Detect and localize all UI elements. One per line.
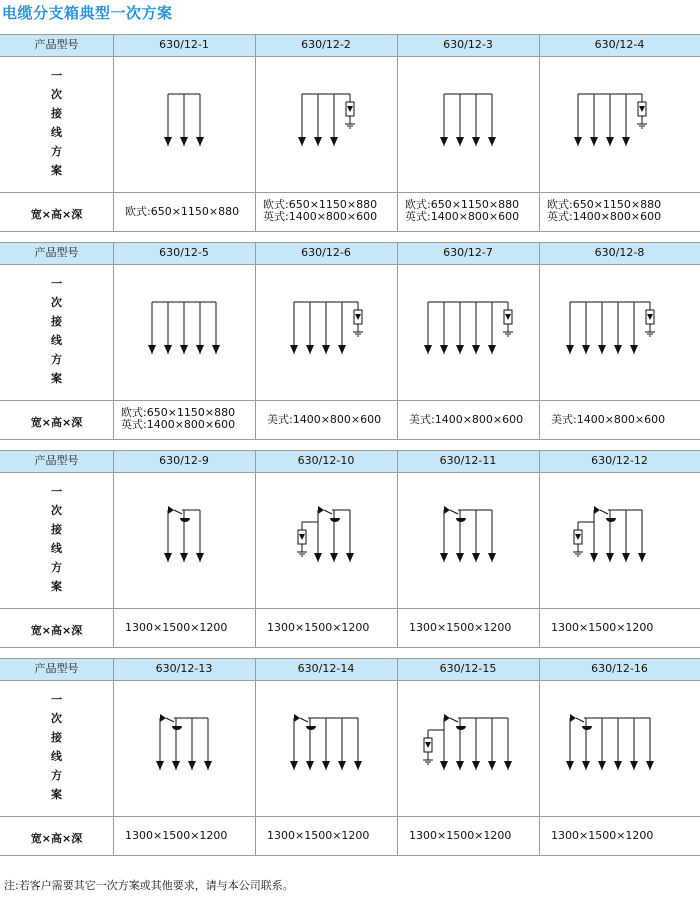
model-label: 产品型号: [34, 662, 79, 675]
wiring-diagram: [539, 680, 681, 816]
table-rule: [0, 450, 700, 451]
dimensions-cell: [263, 199, 377, 223]
dimensions-value: 英式:1400×800×600: [405, 210, 520, 223]
table-rule: [0, 647, 700, 648]
feeder-arrow: [614, 345, 622, 354]
feeder-arrow: [472, 137, 480, 146]
scheme-label: [0, 274, 113, 388]
dimensions-label: 宽×高×深: [30, 208, 83, 221]
dimensions-value: 欧式:650×1150×880: [263, 198, 378, 211]
scheme-label-char: 次: [51, 504, 62, 517]
model-label: 产品型号: [34, 38, 79, 51]
model-number: 630/12-7: [443, 246, 493, 259]
wiring-diagram: [255, 472, 397, 608]
scheme-label-char: 方: [51, 561, 62, 574]
feeder-arrow: [574, 137, 582, 146]
switch-blade: [450, 718, 458, 722]
model-label: 产品型号: [34, 246, 79, 259]
feeder-arrow: [440, 345, 448, 354]
dimensions-cell: [267, 830, 369, 842]
scheme-label-char: 案: [51, 580, 62, 593]
dimensions-label: 宽×高×深: [30, 416, 83, 429]
wiring-diagram: [113, 472, 255, 608]
model-number: 630/12-15: [439, 662, 497, 675]
table-header-row: [0, 242, 700, 264]
breaker-symbol: [172, 726, 182, 730]
feeder-arrow: [290, 345, 298, 354]
feeder-arrow: [472, 345, 480, 354]
wiring-diagram: [113, 680, 255, 816]
dimensions-value: 1300×1500×1200: [551, 829, 654, 842]
feeder-arrow: [488, 553, 496, 562]
dimensions-cell: [409, 414, 523, 426]
model-number: 630/12-14: [297, 662, 355, 675]
wiring-diagram: [397, 56, 539, 192]
wiring-diagram: [539, 264, 681, 400]
scheme-table-block: [0, 242, 700, 440]
feeder-arrow: [488, 761, 496, 770]
table-rule: [0, 855, 700, 856]
wiring-diagram: [397, 264, 539, 400]
model-number: 630/12-11: [439, 454, 497, 467]
feeder-arrow: [346, 553, 354, 562]
scheme-label-char: 次: [51, 296, 62, 309]
dimensions-cell: [547, 199, 661, 223]
feeder-arrow: [156, 761, 164, 770]
feeder-arrow: [180, 553, 188, 562]
scheme-label-char: 案: [51, 372, 62, 385]
feeder-arrow: [646, 761, 654, 770]
feeder-arrow: [338, 761, 346, 770]
feeder-arrow: [196, 137, 204, 146]
table-rule: [0, 400, 700, 401]
dimensions-value: 英式:1400×800×600: [263, 210, 378, 223]
feeder-arrow: [164, 345, 172, 354]
breaker-symbol: [582, 726, 592, 730]
dimensions-value: 1300×1500×1200: [409, 829, 512, 842]
wiring-diagram: [397, 680, 539, 816]
switch-blade: [576, 718, 584, 722]
scheme-label-char: 方: [51, 769, 62, 782]
feeder-arrow: [598, 761, 606, 770]
model-number: 630/12-3: [443, 38, 493, 51]
feeder-arrow: [212, 345, 220, 354]
table-rule: [0, 658, 700, 659]
table-rule: [0, 231, 700, 232]
scheme-label-char: 接: [51, 731, 62, 744]
dimensions-value: 1300×1500×1200: [267, 621, 370, 634]
feeder-arrow: [622, 137, 630, 146]
scheme-label-char: 线: [51, 750, 62, 763]
scheme-label-char: 一: [51, 277, 62, 290]
feeder-arrow: [566, 761, 574, 770]
table-header-row: [0, 450, 700, 472]
switch-blade: [450, 510, 458, 514]
feeder-arrow: [566, 345, 574, 354]
dimensions-value: 英式:1400×800×600: [121, 418, 236, 431]
scheme-label-char: 一: [51, 69, 62, 82]
wiring-diagram: [539, 56, 681, 192]
model-number: 630/12-16: [591, 662, 648, 675]
feeder-arrow: [298, 137, 306, 146]
dimensions-label: 宽×高×深: [30, 832, 83, 845]
dimensions-value: 欧式:650×1150×880: [125, 205, 240, 218]
feeder-arrow: [622, 553, 630, 562]
scheme-table-block: [0, 450, 700, 648]
scheme-label: [0, 66, 113, 180]
switch-blade: [324, 510, 332, 514]
switch-marker: [570, 714, 576, 722]
table-rule: [0, 439, 700, 440]
scheme-label-char: 接: [51, 523, 62, 536]
scheme-label: [0, 482, 113, 596]
dimensions-value: 欧式:650×1150×880: [121, 406, 236, 419]
table-rule: [0, 192, 700, 193]
feeder-arrow: [488, 345, 496, 354]
table-rule: [0, 242, 700, 243]
breaker-symbol: [606, 518, 616, 522]
dimensions-cell: [551, 622, 653, 634]
scheme-label-char: 一: [51, 485, 62, 498]
feeder-arrow: [306, 345, 314, 354]
breaker-symbol: [456, 518, 466, 522]
scheme-label-char: 方: [51, 353, 62, 366]
model-label: 产品型号: [34, 454, 79, 467]
dimensions-value: 1300×1500×1200: [267, 829, 370, 842]
wiring-diagram: [255, 264, 397, 400]
model-number: 630/12-5: [159, 246, 209, 259]
feeder-arrow: [614, 761, 622, 770]
dimensions-cell: [409, 830, 511, 842]
feeder-arrow: [148, 345, 156, 354]
switch-blade: [166, 718, 174, 722]
scheme-label-char: 线: [51, 542, 62, 555]
switch-marker: [318, 506, 324, 514]
feeder-arrow: [314, 137, 322, 146]
table-rule: [0, 816, 700, 817]
scheme-table-block: [0, 658, 700, 856]
scheme-label-char: 线: [51, 334, 62, 347]
feeder-arrow: [322, 761, 330, 770]
feeder-arrow: [456, 553, 464, 562]
dimensions-value: 美式:1400×800×600: [409, 413, 524, 426]
feeder-arrow: [290, 761, 298, 770]
model-number: 630/12-9: [159, 454, 209, 467]
scheme-label-char: 案: [51, 164, 62, 177]
scheme-label-char: 接: [51, 315, 62, 328]
model-number: 630/12-8: [594, 246, 645, 259]
feeder-arrow: [188, 761, 196, 770]
feeder-arrow: [472, 761, 480, 770]
wiring-diagram: [255, 56, 397, 192]
model-number: 630/12-2: [301, 38, 351, 51]
model-number: 630/12-12: [591, 454, 648, 467]
dimensions-cell: [121, 407, 235, 431]
scheme-label-char: 案: [51, 788, 62, 801]
dimensions-cell: [125, 206, 239, 218]
switch-marker: [444, 506, 450, 514]
switch-blade: [300, 718, 308, 722]
dimensions-cell: [409, 622, 511, 634]
feeder-arrow: [306, 761, 314, 770]
scheme-label-char: 一: [51, 693, 62, 706]
feeder-arrow: [354, 761, 362, 770]
feeder-arrow: [164, 137, 172, 146]
feeder-arrow: [338, 345, 346, 354]
feeder-arrow: [314, 553, 322, 562]
feeder-arrow: [330, 137, 338, 146]
scheme-label-char: 线: [51, 126, 62, 139]
feeder-arrow: [582, 345, 590, 354]
feeder-arrow: [590, 137, 598, 146]
dimensions-cell: [267, 622, 369, 634]
switch-marker: [294, 714, 300, 722]
feeder-arrow: [456, 761, 464, 770]
model-number: 630/12-1: [159, 38, 209, 51]
feeder-arrow: [606, 137, 614, 146]
feeder-arrow: [180, 137, 188, 146]
model-number: 630/12-13: [155, 662, 213, 675]
feeder-arrow: [196, 345, 204, 354]
feeder-arrow: [630, 345, 638, 354]
dimensions-cell: [125, 830, 227, 842]
scheme-label: [0, 690, 113, 804]
feeder-arrow: [322, 345, 330, 354]
dimensions-value: 1300×1500×1200: [409, 621, 512, 634]
dimensions-value: 1300×1500×1200: [551, 621, 654, 634]
breaker-symbol: [180, 518, 190, 522]
dimensions-value: 1300×1500×1200: [125, 829, 228, 842]
table-header-row: [0, 658, 700, 680]
table-rule: [0, 34, 700, 35]
scheme-label-char: 接: [51, 107, 62, 120]
feeder-arrow: [164, 553, 172, 562]
feeder-arrow: [440, 137, 448, 146]
dimensions-cell: [405, 199, 519, 223]
feeder-arrow: [590, 553, 598, 562]
feeder-arrow: [196, 553, 204, 562]
feeder-arrow: [424, 345, 432, 354]
dimensions-cell: [125, 622, 227, 634]
switch-marker: [160, 714, 166, 722]
feeder-arrow: [582, 761, 590, 770]
dimensions-value: 英式:1400×800×600: [547, 210, 662, 223]
feeder-arrow: [456, 345, 464, 354]
feeder-arrow: [630, 761, 638, 770]
breaker-symbol: [330, 518, 340, 522]
wiring-diagram: [113, 264, 255, 400]
feeder-arrow: [606, 553, 614, 562]
feeder-arrow: [440, 761, 448, 770]
dimensions-value: 欧式:650×1150×880: [547, 198, 662, 211]
feeder-arrow: [456, 137, 464, 146]
switch-blade: [600, 510, 608, 514]
dimensions-value: 美式:1400×800×600: [267, 413, 382, 426]
model-number: 630/12-4: [594, 38, 645, 51]
page-title: 电缆分支箱典型一次方案: [2, 4, 173, 22]
dimensions-value: 美式:1400×800×600: [551, 413, 666, 426]
scheme-label-char: 次: [51, 88, 62, 101]
switch-marker: [594, 506, 600, 514]
feeder-arrow: [172, 761, 180, 770]
dimensions-value: 1300×1500×1200: [125, 621, 228, 634]
model-number: 630/12-6: [301, 246, 351, 259]
switch-marker: [168, 506, 174, 514]
breaker-symbol: [306, 726, 316, 730]
feeder-arrow: [598, 345, 606, 354]
dimensions-label: 宽×高×深: [30, 624, 83, 637]
feeder-arrow: [504, 761, 512, 770]
scheme-table-block: [0, 34, 700, 232]
dimensions-cell: [551, 414, 665, 426]
feeder-arrow: [204, 761, 212, 770]
wiring-diagram: [113, 56, 255, 192]
feeder-arrow: [472, 553, 480, 562]
scheme-label-char: 次: [51, 712, 62, 725]
dimensions-cell: [551, 830, 653, 842]
feeder-arrow: [488, 137, 496, 146]
dimensions-cell: [267, 414, 381, 426]
wiring-diagram: [255, 680, 397, 816]
feeder-arrow: [638, 553, 646, 562]
dimensions-value: 欧式:650×1150×880: [405, 198, 520, 211]
feeder-arrow: [440, 553, 448, 562]
wiring-diagram: [397, 472, 539, 608]
scheme-label-char: 方: [51, 145, 62, 158]
model-number: 630/12-10: [297, 454, 355, 467]
breaker-symbol: [456, 726, 466, 730]
table-rule: [0, 608, 700, 609]
feeder-arrow: [330, 553, 338, 562]
table-header-row: [0, 34, 700, 56]
switch-marker: [444, 714, 450, 722]
switch-blade: [174, 510, 182, 514]
wiring-diagram: [539, 472, 681, 608]
footnote: 注:若客户需要其它一次方案或其他要求，请与本公司联系。: [4, 879, 294, 892]
feeder-arrow: [180, 345, 188, 354]
